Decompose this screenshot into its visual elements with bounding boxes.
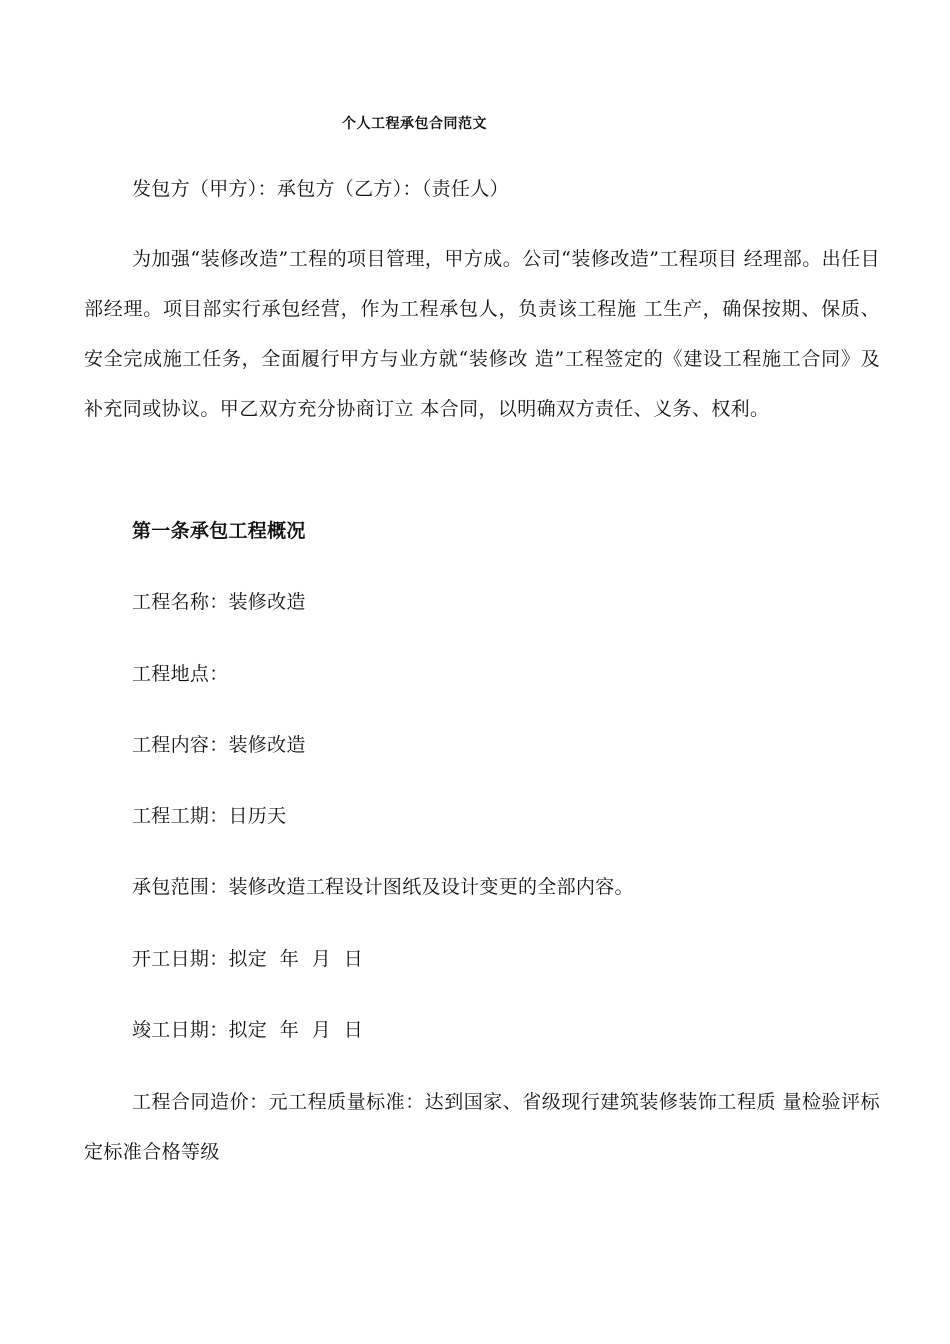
- contract-price-paragraph: 工程合同造价：元工程质量标准：达到国家、省级现行建筑装修装饰工程质 量检验评标定标准合格等级: [84, 1091, 880, 1163]
- end-date-line: 竣工日期：拟定 年 月 日: [132, 1019, 364, 1041]
- start-date-line: 开工日期：拟定 年 月 日: [132, 948, 364, 970]
- intro-paragraph: 为加强“装修改造”工程的项目管理，甲方成。公司“装修改造”工程项目 经理部。出任目部经理。项目部实行承包经营，作为工程承包人，负责该工程施 工生产，确保按期、保质、安全完成施工任务，全面履行甲方与业方就“装修改 造”工程签定的《建设工程施工合同》及补充同或协议。甲乙双方充分协商订立 本合同，以明确双方责任、义务、权利。: [84, 248, 880, 420]
- parties-line: 发包方（甲方）：承包方（乙方）：（责任人）: [132, 178, 509, 200]
- project-content-line: 工程内容：装修改造: [132, 734, 306, 756]
- document-title: 个人工程承包合同范文: [342, 116, 487, 132]
- project-name-line: 工程名称：装修改造: [132, 591, 306, 613]
- project-duration-line: 工程工期：日历天: [132, 805, 287, 827]
- contract-scope-line: 承包范围：装修改造工程设计图纸及设计变更的全部内容。: [132, 876, 634, 898]
- section-1-heading: 第一条承包工程概况: [132, 520, 306, 542]
- project-location-line: 工程地点：: [132, 663, 229, 685]
